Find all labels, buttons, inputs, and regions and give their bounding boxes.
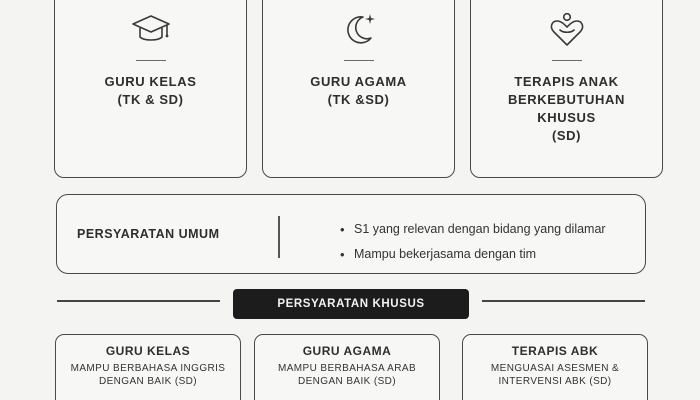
special-card-title: TERAPIS ABK — [511, 344, 599, 358]
special-card-description: MENGUASAI ASESMEN & INTERVENSI ABK (SD) — [490, 363, 620, 387]
heart-person-icon — [545, 11, 589, 47]
divider-right — [482, 300, 645, 302]
special-card-guru-kelas — [55, 334, 241, 400]
special-card-description: MAMPU BERBAHASA ARAB DENGAN BAIK (SD) — [277, 363, 417, 387]
list-item: • Mampu bekerjasama dengan tim — [340, 242, 606, 267]
role-title-text: TERAPIS ANAK BERKEBUTUHAN KHUSUS — [508, 74, 625, 125]
role-title — [479, 73, 654, 145]
special-card-description: MAMPU BERBAHASA INGGRIS DENGAN BAIK (SD) — [70, 363, 226, 387]
special-card-guru-agama — [254, 334, 440, 400]
divider-left — [57, 300, 220, 302]
role-title — [271, 73, 446, 109]
role-subtitle: (SD) — [551, 128, 582, 143]
role-title-text: GURU KELAS — [104, 74, 197, 89]
special-card-title: GURU KELAS — [105, 344, 191, 358]
divider — [552, 60, 582, 61]
role-card-guru-agama — [262, 0, 455, 178]
role-title — [63, 73, 238, 109]
divider — [136, 60, 166, 61]
list-item: • S1 yang relevan dengan bidang yang dilamar — [340, 217, 606, 242]
graduation-cap-icon — [129, 11, 173, 47]
vertical-divider — [278, 216, 280, 258]
special-requirements-header: PERSYARATAN KHUSUS — [233, 289, 469, 319]
role-subtitle: (TK &SD) — [327, 92, 390, 107]
crescent-moon-star-icon — [337, 11, 381, 47]
special-card-terapis-abk — [462, 334, 648, 400]
role-title-text: GURU AGAMA — [310, 74, 407, 89]
divider — [344, 60, 374, 61]
general-requirements-card — [56, 194, 646, 274]
requirements-list — [340, 217, 606, 267]
role-subtitle: (TK & SD) — [117, 92, 184, 107]
role-card-guru-kelas — [54, 0, 247, 178]
role-card-terapis — [470, 0, 663, 178]
special-card-title: GURU AGAMA — [302, 344, 392, 358]
general-requirements-label: PERSYARATAN UMUM — [77, 227, 220, 241]
